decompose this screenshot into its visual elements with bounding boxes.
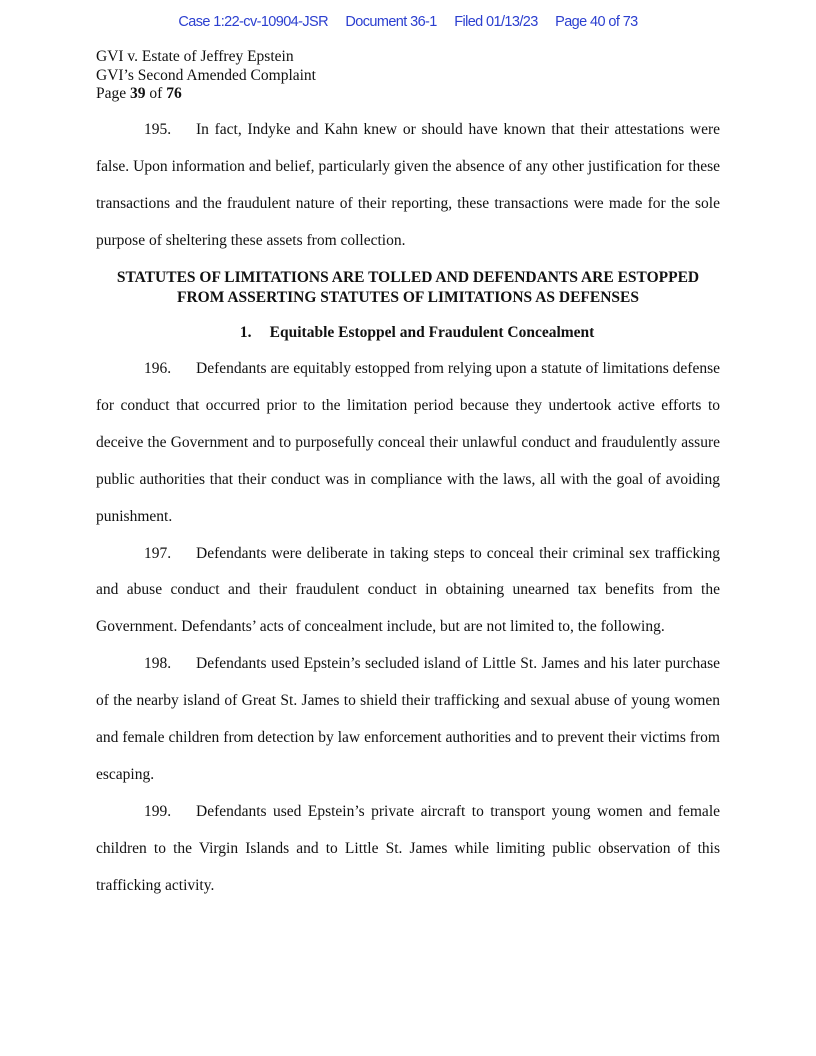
caption-document-title: GVI’s Second Amended Complaint — [96, 66, 316, 84]
subsection-heading — [96, 324, 720, 342]
paragraph-number: 199. — [144, 802, 172, 820]
paragraph-block-2 — [96, 351, 720, 905]
section-heading — [96, 268, 720, 307]
paragraph-text: Defendants used Epstein’s secluded island of Little St. James and his later purchase of the nearby island of Great St. James to shield their trafficking and sexual abuse of young women and female children from detection by law enforcement authorities and to prevent their victims from escaping. — [96, 655, 720, 783]
numbered-paragraph — [96, 351, 720, 536]
numbered-paragraph — [96, 794, 720, 905]
numbered-paragraph — [96, 646, 720, 794]
paragraph-text: In fact, Indyke and Kahn knew or should have known that their attestations were false. Upon information and belief, particularly given the absence of any other justification for these transactions and the fraudulent nature of their reporting, these transactions were made for the sole purpose of sheltering these assets from collection. — [96, 121, 720, 249]
numbered-paragraph — [96, 536, 720, 647]
court-filing-stamp — [0, 14, 816, 30]
paragraph-text: Defendants were deliberate in taking steps to conceal their criminal sex trafficking and abuse conduct and their fraudulent conduct in obtaining unearned tax benefits from the Government. Defendants’ acts of concealment include, but are not limited to, the following. — [96, 544, 720, 636]
subsection-title: Equitable Estoppel and Fraudulent Concealment — [269, 324, 595, 341]
stamp-filed-date: Filed 01/13/23 — [454, 14, 538, 30]
stamp-case-number: Case 1:22-cv-10904-JSR — [178, 14, 328, 30]
paragraph-text: Defendants used Epstein’s private aircraft to transport young women and female children to the Virgin Islands and to Little St. James while limiting public observation of this trafficking activity. — [96, 802, 720, 894]
stamp-document-number: Document 36-1 — [345, 14, 437, 30]
paragraph-number: 195. — [144, 121, 172, 138]
stamp-page-count: Page 40 of 73 — [555, 14, 638, 30]
caption-page-number: Page 39 of 76 — [96, 85, 182, 102]
section-heading-line: STATUTES OF LIMITATIONS ARE TOLLED AND DEFENDANTS ARE ESTOPPED — [116, 269, 700, 286]
document-caption — [96, 48, 316, 104]
numbered-paragraph — [96, 112, 720, 260]
paragraph-number: 197. — [144, 544, 172, 562]
paragraph-number: 198. — [144, 655, 172, 673]
section-heading-line: FROM ASSERTING STATUTES OF LIMITATIONS AS DEFENSES — [177, 288, 639, 306]
subsection-number: 1. — [239, 324, 252, 341]
paragraph-block-1 — [96, 112, 720, 260]
caption-case-title: GVI v. Estate of Jeffrey Epstein — [96, 48, 294, 65]
paragraph-number: 196. — [144, 360, 172, 377]
paragraph-text: Defendants are equitably estopped from relying upon a statute of limitations defense for conduct that occurred prior to the limitation period because they undertook active efforts to deceive the Government and to purposefully conceal their unlawful conduct and fraudulently assure public authorities that their conduct was in compliance with the laws, all with the goal of avoiding punishment. — [96, 360, 720, 525]
